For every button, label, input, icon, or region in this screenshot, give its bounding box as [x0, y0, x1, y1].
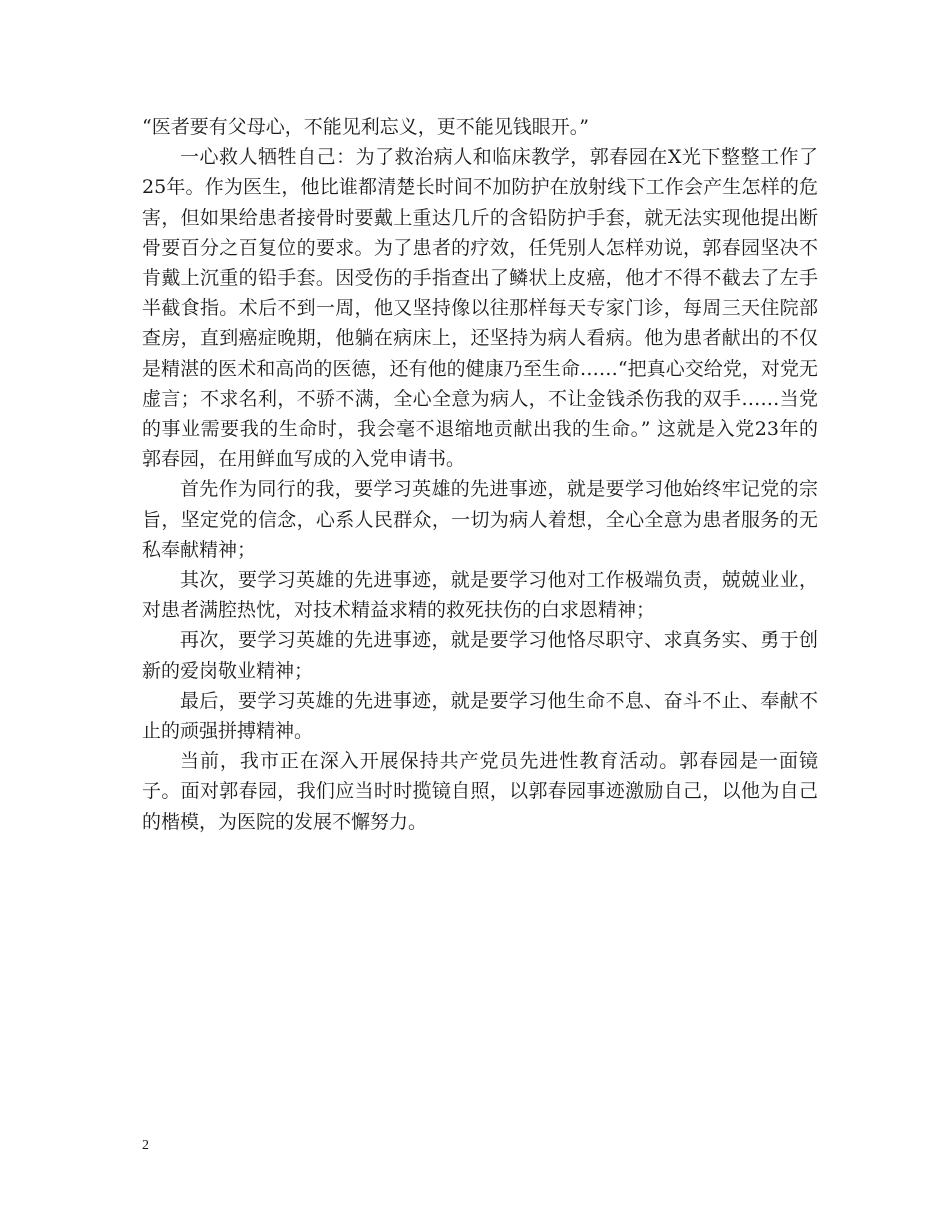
paragraph-last: 最后，要学习英雄的先进事迹，就是要学习他生命不息、奋斗不止、奉献不止的顽强拼搏精神。	[142, 689, 818, 743]
paragraph-first: 首先作为同行的我，要学习英雄的先进事迹，就是要学习他始终牢记党的宗旨，坚定党的信念，心系人民群众，一切为病人着想，全心全意为患者服务的无私奉献精神；	[142, 478, 818, 561]
page-number: 2	[142, 1138, 149, 1153]
paragraph-conclusion: 当前，我市正在深入开展保持共产党员先进性教育活动。郭春园是一面镜子。面对郭春园，我们应当时时揽镜自照，以郭春园事迹激励自己，以他为自己的楷模，为医院的发展不懈努力。	[142, 750, 818, 833]
paragraph-third: 再次，要学习英雄的先进事迹，就是要学习他恪尽职守、求真务实、勇于创新的爱岗敬业精神；	[142, 629, 818, 682]
document-body	[142, 112, 818, 837]
paragraph-second: 其次，要学习英雄的先进事迹，就是要学习他对工作极端负责，兢兢业业，对患者满腔热忱，对技术精益求精的救死扶伤的白求恩精神；	[142, 569, 818, 622]
paragraph-sacrifice: 一心救人牺牲自己：为了救治病人和临床教学，郭春园在X光下整整工作了25年。作为医生，他比谁都清楚长时间不加防护在放射线下工作会产生怎样的危害，但如果给患者接骨时要戴上重达几斤的含铅防护手套，就无法实现他提出断骨要百分之百复位的要求。为了患者的疗效，任凭别人怎样劝说，郭春园坚决不肯戴上沉重的铅手套。因受伤的手指查出了鳞状上皮癌，他才不得不截去了左手半截食指。术后不到一周，他又坚持像以往那样每天专家门诊，每周三天住院部查房，直到癌症晚期，他躺在病床上，还坚持为病人看病。他为患者献出的不仅是精湛的医术和高尚的医德，还有他的健康乃至生命……“把真心交给党，对党无虚言；不求名利，不骄不满，全心全意为病人，不让金钱杀伤我的双手……当党的事业需要我的生命时，我会毫不退缩地贡献出我的生命。” 这就是入党23年的郭春园，在用鲜血写成的入党申请书。	[142, 146, 818, 471]
paragraph-quote: “医者要有父母心，不能见利忘义，更不能见钱眼开。”	[142, 116, 589, 138]
